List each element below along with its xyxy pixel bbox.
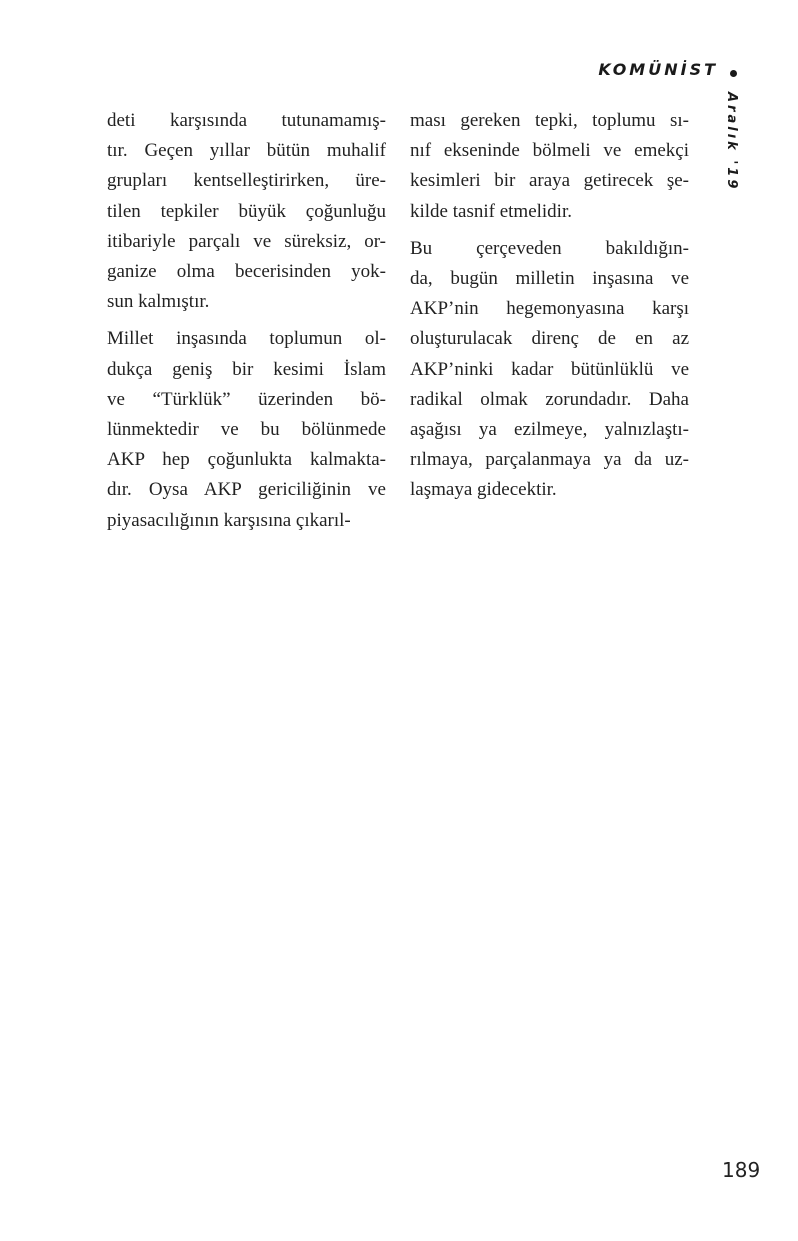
text-line: aşağısı ya ezilmeye, yalnızlaştı-: [410, 419, 689, 441]
text-line: kesimleri bir araya getirecek şe-: [410, 170, 689, 192]
bullet-separator: [730, 70, 737, 77]
page-number: 189: [722, 1158, 761, 1182]
text-line: tır. Geçen yıllar bütün muhalif: [107, 140, 386, 162]
text-line: piyasacılığının karşısına çıkarıl-: [107, 509, 351, 531]
text-line: laşmaya gidecektir.: [410, 479, 557, 501]
text-line: Bu çerçeveden bakıldığın-: [410, 237, 689, 259]
text-column-left: [107, 106, 386, 543]
text-line: grupları kentselleştirirken, üre-: [107, 170, 386, 192]
text-line: ganize olma becerisinden yok-: [107, 261, 386, 283]
text-line: sun kalmıştır.: [107, 291, 210, 313]
text-column-right: [410, 106, 689, 513]
text-line: oluşturulacak direnç de en az: [410, 328, 689, 350]
issue-date: Aralık '19: [724, 92, 739, 192]
text-line: AKP hep çoğunlukta kalmakta-: [107, 449, 386, 471]
text-line: AKP’nin hegemonyasına karşı: [410, 298, 689, 320]
text-line: AKP’ninki kadar bütünlüklü ve: [410, 358, 689, 380]
paragraph: [107, 106, 386, 317]
journal-title: KOMÜNİST: [598, 60, 718, 79]
text-line: da, bugün milletin inşasına ve: [410, 268, 689, 290]
text-line: dır. Oysa AKP gericiliğinin ve: [107, 479, 386, 501]
text-line: nıf ekseninde bölmeli ve emekçi: [410, 140, 689, 162]
text-line: lünmektedir ve bu bölünmede: [107, 419, 386, 441]
text-line: dukça geniş bir kesimi İslam: [107, 358, 386, 380]
text-line: itibariyle parçalı ve süreksiz, or-: [107, 230, 386, 252]
text-line: tilen tepkiler büyük çoğunluğu: [107, 200, 386, 222]
text-line: deti karşısında tutunamamış-: [107, 110, 386, 131]
text-line: radikal olmak zorundadır. Daha: [410, 388, 689, 410]
text-line: kilde tasnif etmelidir.: [410, 200, 572, 222]
text-line: Millet inşasında toplumun ol-: [107, 328, 386, 350]
paragraph: [107, 324, 386, 535]
text-line: ve “Türklük” üzerinden bö-: [107, 388, 386, 410]
text-line: rılmaya, parçalanmaya ya da uz-: [410, 449, 689, 471]
paragraph: [410, 234, 689, 506]
text-line: ması gereken tepki, toplumu sı-: [410, 110, 689, 131]
paragraph: [410, 106, 689, 227]
